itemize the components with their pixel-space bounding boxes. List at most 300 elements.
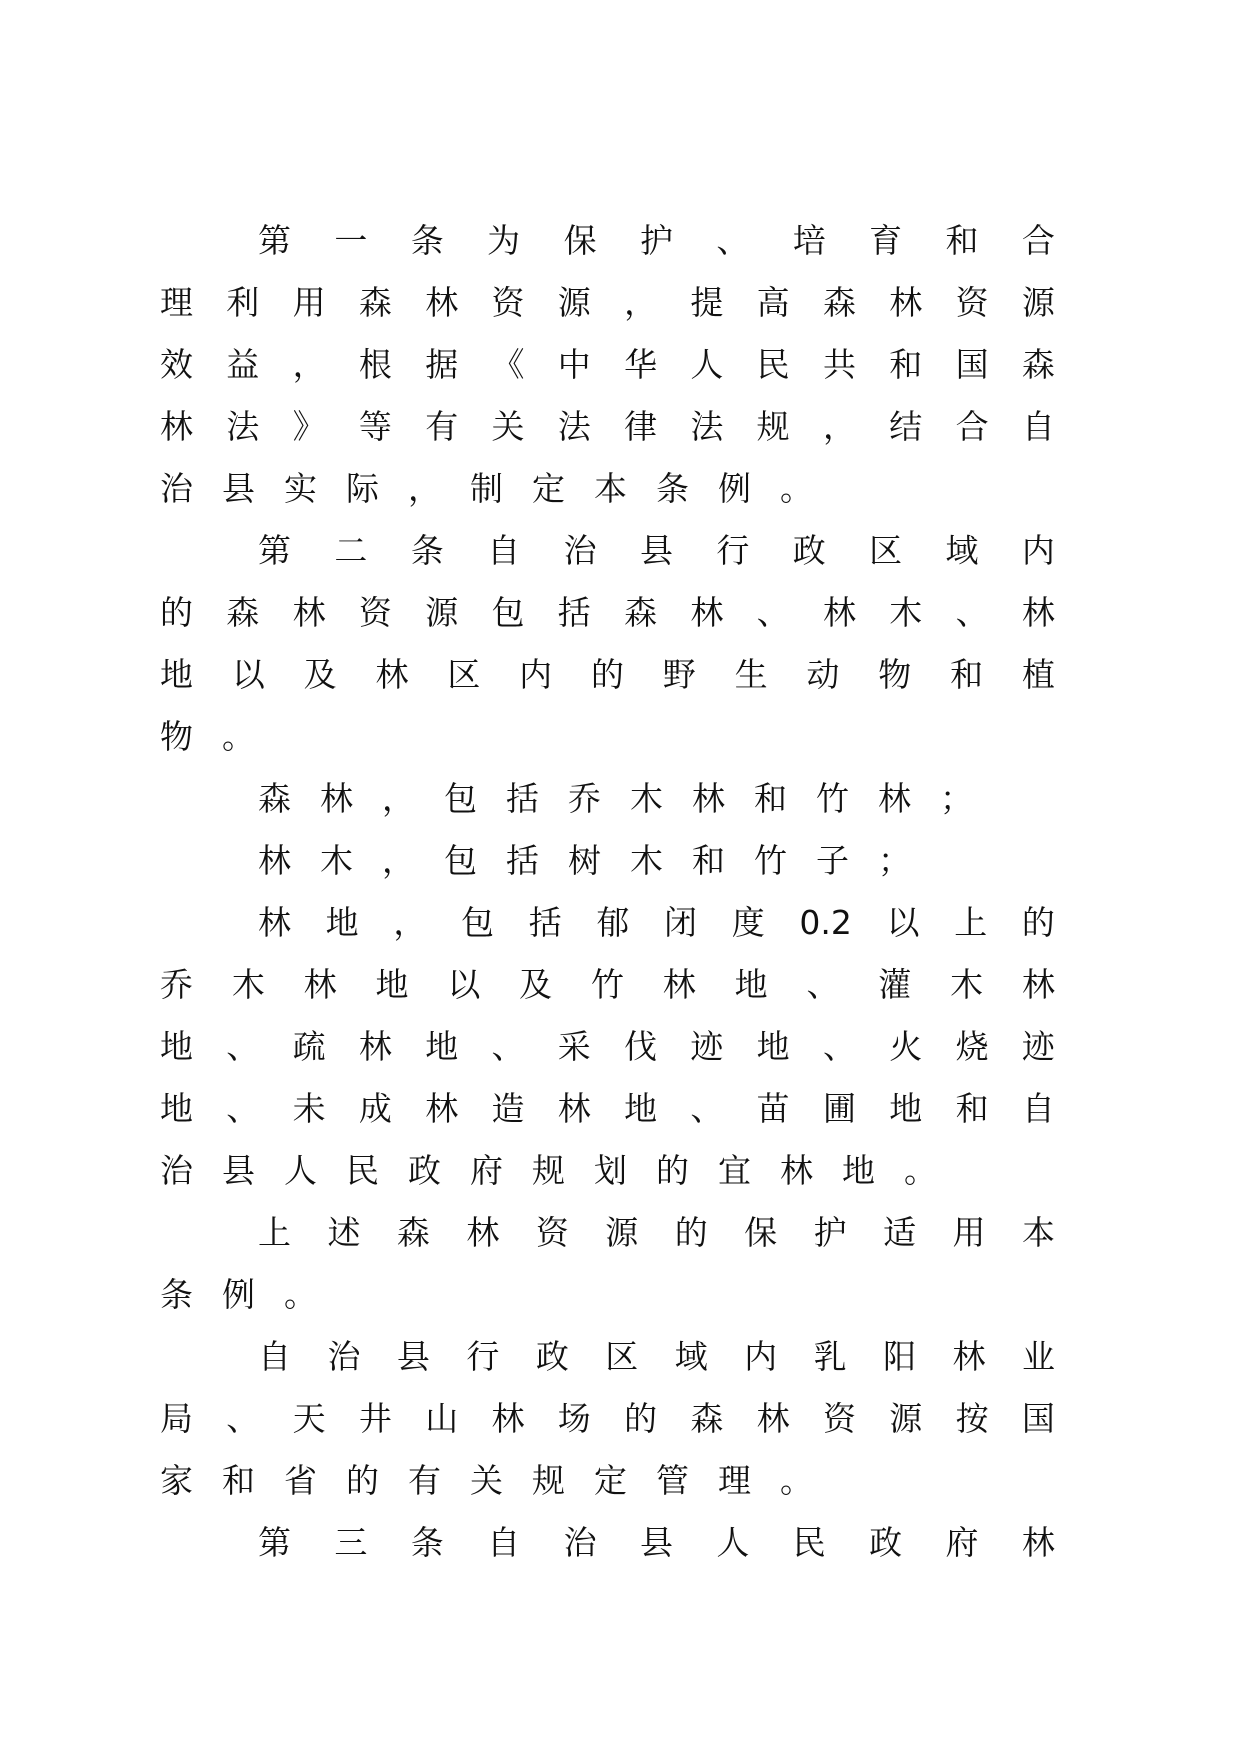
text-char: 森 (358, 283, 392, 322)
text-char: 烧 (955, 1027, 989, 1066)
text-char: 森 (258, 779, 291, 818)
text-char: 的 (346, 1461, 379, 1500)
text-char: 关 (491, 407, 525, 446)
text-char: 关 (470, 1461, 503, 1500)
text-char: 县 (222, 469, 255, 508)
text-char: 条 (410, 221, 444, 260)
text-char: 林 (756, 1399, 790, 1438)
text-char: 共 (822, 345, 856, 384)
text-char: 县 (396, 1337, 430, 1376)
text-char: 家 (160, 1461, 193, 1500)
text-char: 灌 (878, 965, 912, 1004)
text-char: 、 (806, 965, 840, 1004)
text-line (160, 334, 1055, 396)
text-char: 定 (532, 469, 565, 508)
text-char: 业 (1021, 1337, 1055, 1376)
text-char: 源 (889, 1399, 923, 1438)
text-char: 。 (904, 1151, 937, 1190)
text-char: 疏 (292, 1027, 326, 1066)
text-char: 合 (955, 407, 989, 446)
text-line (160, 768, 1055, 830)
text-line (160, 1078, 1055, 1140)
text-char: 林 (258, 903, 291, 942)
text-char: 源 (425, 593, 459, 632)
text-char: 自 (1021, 1089, 1055, 1128)
text-char: 内 (519, 655, 553, 694)
line-text (258, 520, 1055, 582)
text-char: 地 (734, 965, 768, 1004)
text-char: 包 (444, 841, 477, 880)
text-char: ； (878, 841, 911, 880)
text-char: 省 (284, 1461, 317, 1500)
text-char: 结 (889, 407, 923, 446)
text-char: 林 (320, 779, 353, 818)
text-char: 一 (334, 221, 368, 260)
line-text (258, 779, 1002, 818)
text-char: 理 (160, 283, 193, 322)
line-text (160, 272, 1055, 334)
text-char: 地 (325, 903, 359, 942)
text-char: 林 (780, 1151, 813, 1190)
text-char: 木 (630, 779, 663, 818)
text-char: 乔 (160, 965, 193, 1004)
text-char: 苗 (756, 1089, 790, 1128)
text-char: 林 (375, 655, 409, 694)
text-char: 迹 (1021, 1027, 1055, 1066)
line-text (160, 396, 1055, 458)
line-text (160, 582, 1055, 644)
text-char: 为 (487, 221, 521, 260)
text-char: 、 (822, 1027, 856, 1066)
line-text (160, 954, 1055, 1016)
text-char: 林 (160, 407, 193, 446)
text-char: 地 (375, 965, 409, 1004)
text-char: 资 (491, 283, 525, 322)
text-char: 资 (358, 593, 392, 632)
text-char: 、 (756, 593, 790, 632)
text-char: 木 (320, 841, 353, 880)
text-char: 自 (258, 1337, 291, 1376)
line-text (258, 1202, 1055, 1264)
text-char: 中 (557, 345, 591, 384)
text-char: 源 (605, 1213, 639, 1252)
text-char: 野 (662, 655, 696, 694)
text-char: 资 (822, 1399, 856, 1438)
text-char: 利 (226, 283, 260, 322)
text-char: 育 (869, 221, 903, 260)
line-text (160, 717, 284, 756)
text-char: 规 (532, 1461, 565, 1500)
text-char: 据 (425, 345, 459, 384)
text-char: 国 (955, 345, 989, 384)
text-char: 、 (226, 1089, 260, 1128)
text-char: 政 (535, 1337, 569, 1376)
text-char: 区 (447, 655, 481, 694)
text-char: 以 (231, 655, 265, 694)
text-char: 培 (792, 221, 826, 260)
text-char: 郁 (596, 903, 630, 942)
text-char: 地 (756, 1027, 790, 1066)
text-char: 木 (231, 965, 265, 1004)
text-char: 植 (1021, 655, 1055, 694)
text-char: 子 (816, 841, 849, 880)
text-char: 林 (466, 1213, 500, 1252)
text-char: 》 (292, 407, 326, 446)
text-char: 护 (813, 1213, 847, 1252)
text-char: 治 (563, 1523, 597, 1562)
text-char: 用 (292, 283, 326, 322)
text-char: 地 (160, 1027, 193, 1066)
text-char: 域 (674, 1337, 708, 1376)
text-char: 森 (1021, 345, 1055, 384)
text-char: ， (292, 345, 326, 384)
text-char: 二 (334, 531, 368, 570)
text-char: 地 (624, 1089, 658, 1128)
text-char: 县 (639, 531, 673, 570)
text-line (160, 396, 1055, 458)
text-char: 林 (662, 965, 696, 1004)
text-line (160, 644, 1055, 706)
text-char: 等 (358, 407, 392, 446)
text-line (160, 272, 1055, 334)
text-char: 括 (557, 593, 591, 632)
text-char: 地 (160, 1089, 193, 1128)
text-char: 内 (744, 1337, 778, 1376)
text-line (160, 1264, 1055, 1326)
text-char: 县 (222, 1151, 255, 1190)
text-char: 造 (491, 1089, 525, 1128)
text-char: 源 (1021, 283, 1055, 322)
line-text (160, 334, 1055, 396)
text-char: 和 (692, 841, 725, 880)
text-char: 林 (292, 593, 326, 632)
text-char: 上 (258, 1213, 291, 1252)
text-char: 府 (945, 1523, 979, 1562)
text-char: 林 (258, 841, 291, 880)
text-char: 制 (470, 469, 503, 508)
text-char: 保 (563, 221, 597, 260)
text-char: 资 (955, 283, 989, 322)
text-char: 民 (756, 345, 790, 384)
text-char: 木 (630, 841, 663, 880)
text-char: 林 (1021, 1523, 1055, 1562)
text-char: 提 (690, 283, 724, 322)
text-char: 政 (792, 531, 826, 570)
text-char: 国 (1021, 1399, 1055, 1438)
text-char: 成 (358, 1089, 392, 1128)
text-char: 火 (889, 1027, 923, 1066)
text-char: 度 (731, 903, 765, 942)
line-text (160, 1388, 1055, 1450)
text-line (160, 1512, 1055, 1574)
text-char: 林 (358, 1027, 392, 1066)
text-char: 治 (327, 1337, 361, 1376)
text-char: 和 (945, 221, 979, 260)
text-char: 自 (487, 531, 521, 570)
text-char: 括 (506, 841, 539, 880)
text-char: 区 (605, 1337, 639, 1376)
text-char: 森 (822, 283, 856, 322)
text-char: 、 (690, 1089, 724, 1128)
text-char: ， (822, 407, 856, 446)
text-char: 和 (950, 655, 984, 694)
text-char: 林 (878, 779, 911, 818)
text-char: 规 (532, 1151, 565, 1190)
text-char: 林 (889, 283, 923, 322)
text-char: 木 (950, 965, 984, 1004)
text-char: 三 (334, 1523, 368, 1562)
text-char: 包 (491, 593, 525, 632)
text-char: 例 (222, 1275, 255, 1314)
text-char: 生 (734, 655, 768, 694)
line-text (258, 892, 1055, 954)
text-char: 人 (716, 1523, 750, 1562)
text-char: 林 (425, 1089, 459, 1128)
text-char: 地 (425, 1027, 459, 1066)
text-char: 宜 (718, 1151, 751, 1190)
text-char: 竹 (816, 779, 849, 818)
text-char: ， (382, 779, 415, 818)
text-char: 府 (470, 1151, 503, 1190)
text-char: 林 (491, 1399, 525, 1438)
text-char: 闭 (664, 903, 698, 942)
text-char: 的 (674, 1213, 708, 1252)
text-char: 林 (425, 283, 459, 322)
text-line (160, 582, 1055, 644)
text-char: 划 (594, 1151, 627, 1190)
text-char: 县 (639, 1523, 673, 1562)
text-char: 按 (955, 1399, 989, 1438)
line-text (258, 1326, 1055, 1388)
text-char: 护 (639, 221, 673, 260)
text-line (160, 954, 1055, 1016)
text-char: 林 (1021, 593, 1055, 632)
line-text (160, 1151, 966, 1190)
text-char: 、 (226, 1399, 260, 1438)
text-char: 第 (258, 221, 291, 260)
text-char: 资 (535, 1213, 569, 1252)
text-char: 井 (358, 1399, 392, 1438)
text-char: 本 (594, 469, 627, 508)
text-char: 条 (410, 1523, 444, 1562)
text-char: 、 (226, 1027, 260, 1066)
text-char: 第 (258, 1523, 291, 1562)
text-char: 和 (889, 345, 923, 384)
text-char: 场 (557, 1399, 591, 1438)
text-char: 动 (806, 655, 840, 694)
text-char: 乔 (568, 779, 601, 818)
text-line (160, 210, 1055, 272)
text-char: 山 (425, 1399, 459, 1438)
line-text (160, 644, 1055, 706)
line-text (160, 1275, 346, 1314)
text-char: 律 (624, 407, 658, 446)
text-char: 林 (690, 593, 724, 632)
text-char: 际 (346, 469, 379, 508)
text-char: 包 (444, 779, 477, 818)
text-char: 法 (557, 407, 591, 446)
text-char: 、 (491, 1027, 525, 1066)
text-char: 的 (656, 1151, 689, 1190)
text-line (160, 1202, 1055, 1264)
text-char: ， (393, 903, 427, 942)
text-char: 林 (1021, 965, 1055, 1004)
text-char: 森 (624, 593, 658, 632)
text-char: 的 (590, 655, 624, 694)
text-char: 。 (780, 469, 813, 508)
text-char: 的 (160, 593, 193, 632)
text-char: 效 (160, 345, 193, 384)
text-char: 采 (557, 1027, 591, 1066)
text-char: 适 (883, 1213, 917, 1252)
text-char: 森 (396, 1213, 430, 1252)
text-char: 人 (690, 345, 724, 384)
text-char: 林 (557, 1089, 591, 1128)
text-char: 条 (656, 469, 689, 508)
line-text (258, 841, 940, 880)
text-char: 益 (226, 345, 260, 384)
text-char: 以 (447, 965, 481, 1004)
text-char: 及 (303, 655, 337, 694)
text-char: 民 (346, 1151, 379, 1190)
text-char: 和 (222, 1461, 255, 1500)
text-line (160, 1326, 1055, 1388)
text-char: 行 (466, 1337, 500, 1376)
text-char: 竹 (590, 965, 624, 1004)
text-char: 有 (408, 1461, 441, 1500)
text-char: ， (408, 469, 441, 508)
text-char: 包 (461, 903, 495, 942)
text-line (160, 1450, 1055, 1512)
text-char: 、 (716, 221, 750, 260)
text-char: 政 (408, 1151, 441, 1190)
line-text (160, 469, 842, 508)
text-char: 0.2 (799, 903, 852, 942)
text-char: 迹 (690, 1027, 724, 1066)
text-char: 实 (284, 469, 317, 508)
text-char: 及 (519, 965, 553, 1004)
text-char: ； (940, 779, 973, 818)
text-char: 源 (557, 283, 591, 322)
text-char: 林 (822, 593, 856, 632)
text-char: 和 (955, 1089, 989, 1128)
text-char: 条 (410, 531, 444, 570)
text-line (160, 1016, 1055, 1078)
text-char: ， (382, 841, 415, 880)
text-char: 行 (716, 531, 750, 570)
text-char: 区 (869, 531, 903, 570)
text-char: 天 (292, 1399, 326, 1438)
text-line (160, 892, 1055, 954)
text-char: 地 (160, 655, 193, 694)
text-char: 物 (160, 717, 193, 756)
text-char: 竹 (754, 841, 787, 880)
text-line (160, 458, 1055, 520)
text-char: 地 (842, 1151, 875, 1190)
text-char: 合 (1021, 221, 1055, 260)
text-char: 的 (624, 1399, 658, 1438)
text-char: 条 (160, 1275, 193, 1314)
text-char: 治 (160, 1151, 193, 1190)
text-char: 括 (506, 779, 539, 818)
text-char: 人 (284, 1151, 317, 1190)
text-char: 民 (792, 1523, 826, 1562)
text-char: 伐 (624, 1027, 658, 1066)
text-char: 理 (718, 1461, 751, 1500)
text-char: 地 (889, 1089, 923, 1128)
text-char: ， (624, 283, 658, 322)
text-char: 树 (568, 841, 601, 880)
line-text (160, 1078, 1055, 1140)
text-char: 内 (1021, 531, 1055, 570)
text-char: 政 (869, 1523, 903, 1562)
text-char: 括 (528, 903, 562, 942)
text-char: 用 (952, 1213, 986, 1252)
text-char: 保 (744, 1213, 778, 1252)
text-char: 局 (160, 1399, 193, 1438)
text-char: 法 (226, 407, 260, 446)
text-char: 。 (284, 1275, 317, 1314)
text-char: 根 (358, 345, 392, 384)
text-char: 的 (1021, 903, 1055, 942)
text-char: 法 (690, 407, 724, 446)
line-text (258, 210, 1055, 272)
text-char: 乳 (813, 1337, 847, 1376)
text-char: 管 (656, 1461, 689, 1500)
text-char: 上 (954, 903, 988, 942)
regulation-text (160, 210, 1055, 1574)
text-char: 林 (692, 779, 725, 818)
text-char: 木 (889, 593, 923, 632)
text-line (160, 830, 1055, 892)
text-char: 《 (491, 345, 525, 384)
text-char: 本 (1021, 1213, 1055, 1252)
text-line (160, 1140, 1055, 1202)
text-char: 未 (292, 1089, 326, 1128)
text-char: 治 (563, 531, 597, 570)
text-char: 阳 (883, 1337, 917, 1376)
text-char: 自 (487, 1523, 521, 1562)
text-char: 第 (258, 531, 291, 570)
text-char: 华 (624, 345, 658, 384)
text-char: 例 (718, 469, 751, 508)
text-char: 规 (756, 407, 790, 446)
text-char: 定 (594, 1461, 627, 1500)
text-char: 森 (226, 593, 260, 632)
text-line (160, 520, 1055, 582)
text-char: 林 (303, 965, 337, 1004)
line-text (258, 1512, 1055, 1574)
line-text (160, 1016, 1055, 1078)
text-char: 治 (160, 469, 193, 508)
text-char: 、 (955, 593, 989, 632)
text-char: 森 (690, 1399, 724, 1438)
text-char: 有 (425, 407, 459, 446)
text-line (160, 706, 1055, 768)
text-line (160, 1388, 1055, 1450)
text-char: 物 (878, 655, 912, 694)
text-char: 。 (780, 1461, 813, 1500)
text-char: 高 (756, 283, 790, 322)
text-char: 圃 (822, 1089, 856, 1128)
text-char: 述 (327, 1213, 361, 1252)
text-char: 以 (886, 903, 920, 942)
line-text (160, 1461, 842, 1500)
text-char: 和 (754, 779, 787, 818)
text-char: 自 (1021, 407, 1055, 446)
text-char: 。 (222, 717, 255, 756)
text-char: 林 (952, 1337, 986, 1376)
